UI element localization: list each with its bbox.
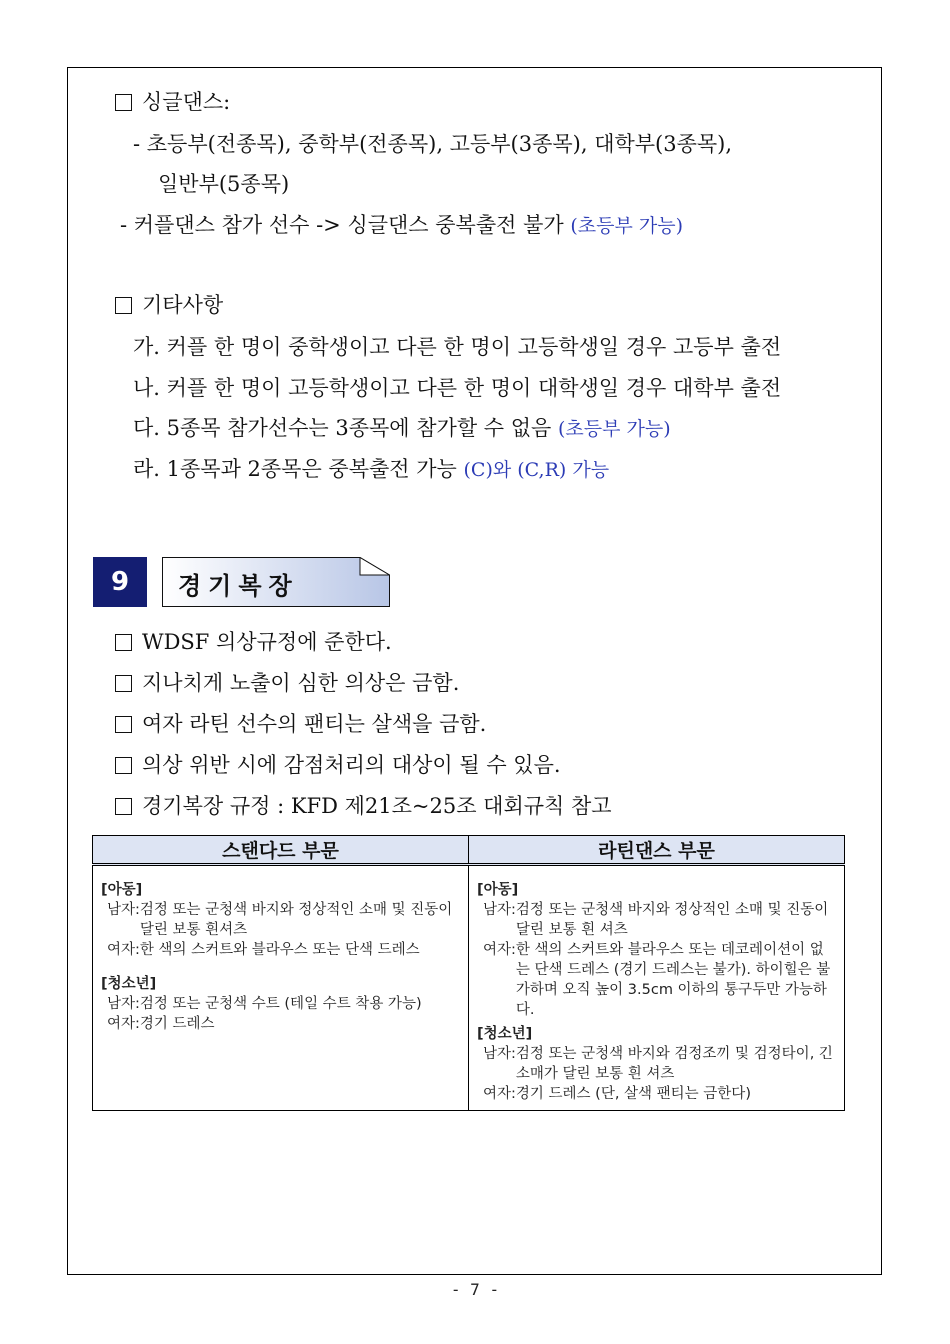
section-title-box (162, 557, 390, 607)
checkbox-icon (115, 634, 132, 651)
dress-entry: 남자: 검정 또는 군청색 바지와 검정조끼 및 검정타이, 긴 소매가 달린 보통 흰 셔츠 (483, 1046, 833, 1082)
group-title: [아동] (477, 882, 519, 898)
section-title: 경기복장 (178, 572, 299, 600)
checkbox-icon (115, 757, 132, 774)
dress-entry: 여자: 경기 드레스 (107, 1016, 215, 1032)
rule-item: 경기복장 규정 : KFD 제21조~25조 대회규칙 참고 (115, 792, 612, 820)
checkbox-icon (115, 297, 132, 314)
dress-entry: 여자: 경기 드레스 (단, 살색 팬티는 금한다) (483, 1086, 751, 1102)
couple-note: - 커플댄스 참가 선수 -> 싱글댄스 중복출전 불가 (초등부 가능) (120, 213, 683, 237)
checkbox-icon (115, 798, 132, 815)
single-item: 일반부(5종목) (158, 172, 290, 196)
etc-item: 가. 커플 한 명이 중학생이고 다른 한 명이 고등학생일 경우 고등부 출전 (133, 335, 782, 359)
dress-entry: 남자: 검정 또는 군청색 수트 (테일 수트 착용 가능) (107, 996, 422, 1012)
dress-entry: 여자: 한 색의 스커트와 블라우스 또는 단색 드레스 (107, 942, 420, 958)
page-number: - 7 - (450, 1280, 500, 1299)
single-heading: 싱글댄스: (115, 88, 230, 116)
latin-cell (469, 865, 845, 1111)
etc-item: 라. 1종목과 2종목은 중복출전 가능 (C)와 (C,R) 가능 (133, 457, 610, 481)
group-title: [청소년] (477, 1026, 533, 1042)
etc-heading: 기타사항 (115, 291, 223, 319)
group-title: [아동] (101, 882, 143, 898)
standard-cell (93, 865, 469, 1111)
etc-item: 다. 5종목 참가선수는 3종목에 참가할 수 없음 (초등부 가능) (133, 416, 671, 440)
standard-header: 스탠다드 부문 (93, 836, 469, 865)
etc-item-aside: (초등부 가능) (558, 418, 671, 440)
checkbox-icon (115, 716, 132, 733)
rule-item: 지나치게 노출이 심한 의상은 금함. (115, 669, 459, 697)
rule-item: 의상 위반 시에 감점처리의 대상이 될 수 있음. (115, 751, 561, 779)
rule-item: 여자 라틴 선수의 팬티는 살색을 금함. (115, 710, 486, 738)
dress-entry: 남자: 검정 또는 군청색 바지와 정상적인 소매 및 진동이 달린 보통 흰셔츠 (107, 902, 453, 938)
group-title: [청소년] (101, 976, 157, 992)
checkbox-icon (115, 94, 132, 111)
dress-code-table (92, 835, 845, 1111)
single-item: - 초등부(전종목), 중학부(전종목), 고등부(3종목), 대학부(3종목), (133, 132, 733, 156)
couple-note-aside: (초등부 가능) (570, 215, 683, 237)
table-row (93, 865, 845, 1111)
dress-entry: 남자: 검정 또는 군청색 바지와 정상적인 소매 및 진동이 달린 보통 흰 셔츠 (483, 902, 829, 938)
table-header-row (93, 836, 845, 865)
etc-item-aside: (C)와 (C,R) 가능 (463, 459, 610, 481)
section-number-badge: 9 (93, 557, 147, 607)
rule-item: WDSF 의상규정에 준한다. (115, 628, 392, 656)
checkbox-icon (115, 675, 132, 692)
dress-entry: 여자: 한 색의 스커트와 블라우스 또는 데코레이션이 없는 단색 드레스 (경기 드레스는 불가). 하이힐은 불가하며 오직 높이 3.5cm 이하의 통구두만 가능하다. (483, 942, 831, 1018)
latin-header: 라틴댄스 부문 (469, 836, 845, 865)
etc-item: 나. 커플 한 명이 고등학생이고 다른 한 명이 대학생일 경우 대학부 출전 (133, 376, 782, 400)
